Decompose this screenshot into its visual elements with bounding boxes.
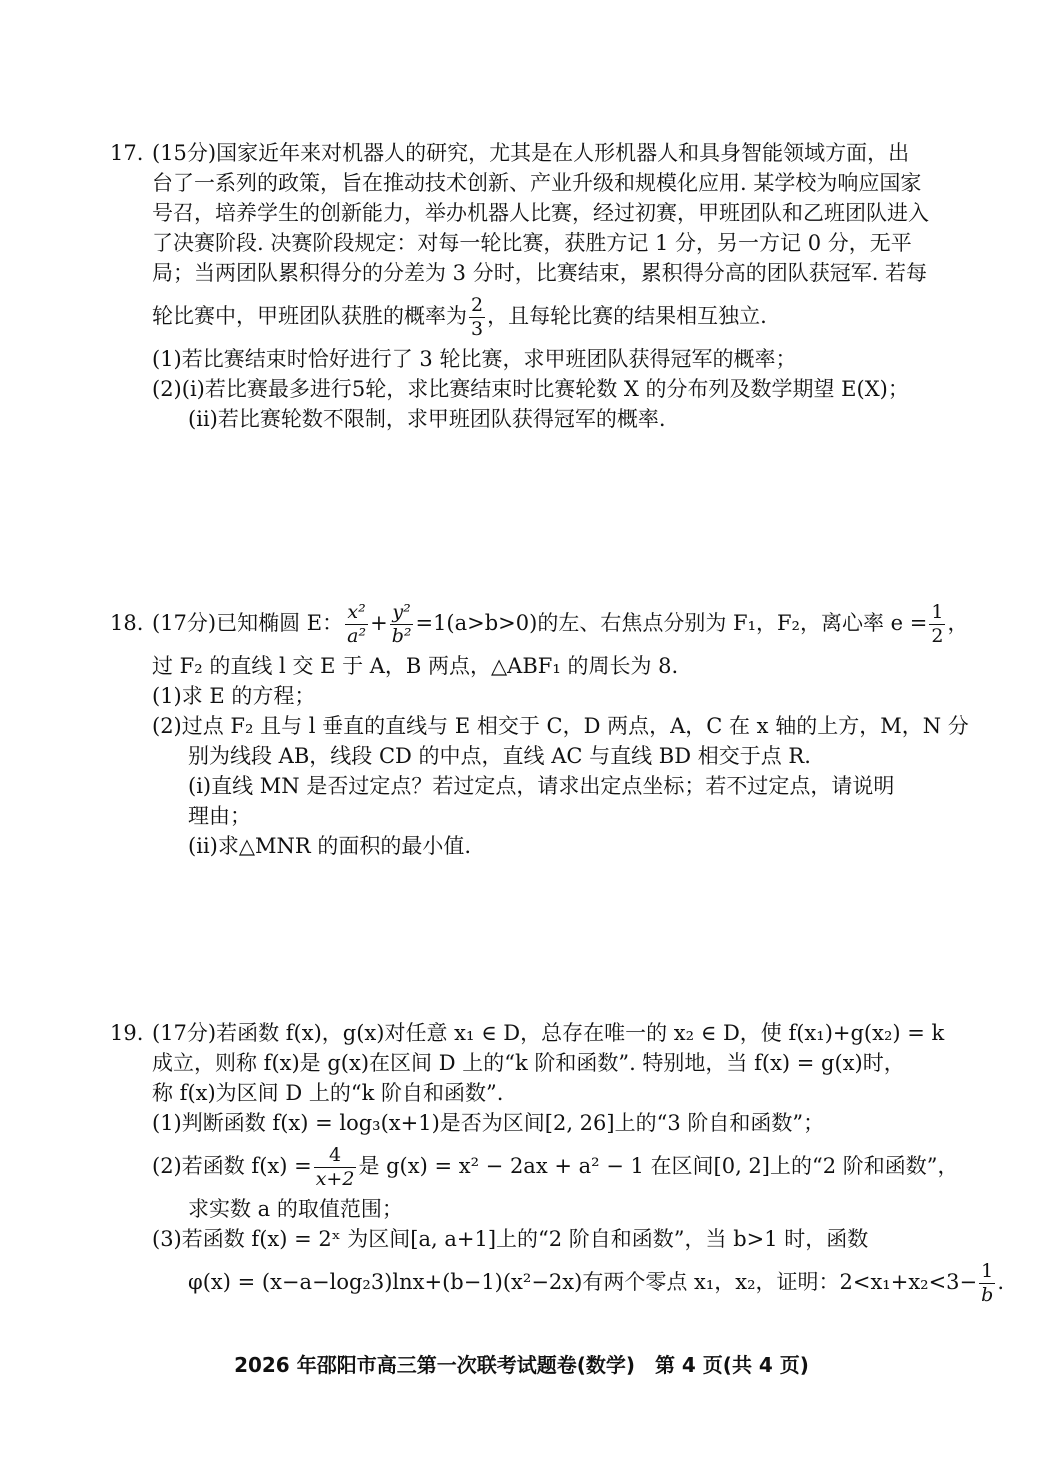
problem-17-line-1: 17. (15分)国家近年来对机器人的研究，尤其是在人形机器人和具身智能领域方面，出 [110, 138, 935, 168]
problem-19 [110, 1018, 1004, 1310]
bound-fraction: $\frac{1}{b}$ [981, 1260, 994, 1306]
problem-18-question-2-a: (2)过点 F₂ 且与 l 垂直的直线与 E 相交于 C，D 两点，A，C 在 x 轴的上方，M，N 分 [152, 714, 969, 738]
problem-18-question-1: (1)求 E 的方程； [152, 684, 316, 708]
problem-18-question-2ii: (ⅱ)求△MNR 的面积的最小值. [188, 834, 472, 858]
probability-fraction: $\frac{2}{3}$ [471, 294, 484, 340]
problem-18 [110, 595, 969, 861]
problem-18-question-2-b: 别为线段 AB，线段 CD 的中点，直线 AC 与直线 BD 相交于点 R. [188, 744, 811, 768]
problem-17-line-6: 轮比赛中，甲班团队获胜的概率为 $\frac{2}{3}$ ，且每轮比赛的结果相互独立. [152, 294, 767, 340]
problem-18-question-2i-a: (ⅰ)直线 MN 是否过定点？若过定点，请求出定点坐标；若不过定点，请说明 [188, 774, 895, 798]
problem-17-line-3: 号召，培养学生的创新能力，举办机器人比赛，经过初赛，甲班团队和乙班团队进入 [152, 201, 929, 225]
problem-19-question-1: (1)判断函数 f(x) = log₃(x+1)是否为区间[2, 26]上的“3 阶自和函数”； [152, 1111, 825, 1135]
problem-19-line-2: 成立，则称 f(x)是 g(x)在区间 D 上的“k 阶和函数”. 特别地，当 f(x) = g(x)时， [152, 1051, 905, 1075]
problem-18-number: 18. [110, 611, 144, 635]
problem-18-question-2i-b: 理由； [188, 804, 251, 828]
problem-18-line-1: 18. (17分)已知椭圆 E： $\frac{\text{x²}}{\text{a²}}$ + $\frac{\text{y²}}{\text{b²}}$ =1(a>b>0)的左、右焦点分别为 F₁，F₂，离心率 e = $\frac{1}{2}$ ， [110, 595, 935, 651]
problem-19-question-2-a: (2)若函数 f(x) = $\frac{4}{x+2}$ 是 g(x) = x² − 2ax + a² − 1 在区间[0, 2]上的“2 阶和函数”， [152, 1144, 959, 1190]
problem-17-question-2ii: (ⅱ)若比赛轮数不限制，求甲班团队获得冠军的概率. [188, 407, 666, 431]
problem-17-line-2: 台了一系列的政策，旨在推动技术创新、产业升级和规模化应用. 某学校为响应国家 [152, 171, 922, 195]
problem-17-line-4: 了决赛阶段. 决赛阶段规定：对每一轮比赛，获胜方记 1 分，另一方记 0 分，无平 [152, 231, 912, 255]
problem-19-number: 19. [110, 1021, 144, 1045]
problem-17-line-5: 局；当两团队累积得分的分差为 3 分时，比赛结束，累积得分高的团队获冠军. 若每 [152, 261, 928, 285]
eccentricity-fraction: $\frac{1}{2}$ [931, 601, 944, 647]
problem-17-question-2i: (2)(ⅰ)若比赛最多进行5轮，求比赛结束时比赛轮数 X 的分布列及数学期望 E(X)； [152, 377, 909, 401]
problem-19-question-2-b: 求实数 a 的取值范围； [188, 1197, 403, 1221]
problem-18-line-2: 过 F₂ 的直线 l 交 E 于 A，B 两点，△ABF₁ 的周长为 8. [152, 654, 679, 678]
problem-19-question-3-a: (3)若函数 f(x) = 2ˣ 为区间[a, a+1]上的“2 阶自和函数”，当 b>1 时，函数 [152, 1227, 869, 1251]
function-f-fraction: $\frac{4}{x+2}$ [315, 1144, 355, 1190]
ellipse-x-term: $\frac{\text{x²}}{\text{a²}}$ [347, 601, 367, 647]
problem-17-number: 17. [110, 141, 144, 165]
problem-17-question-1: (1)若比赛结束时恰好进行了 3 轮比赛，求甲班团队获得冠军的概率； [152, 347, 797, 371]
problem-19-line-3: 称 f(x)为区间 D 上的“k 阶自和函数”. [152, 1081, 504, 1105]
problem-19-line-1: 19. (17分)若函数 f(x)，g(x)对任意 x₁ ∈ D，总存在唯一的 x₂ ∈ D，使 f(x₁)+g(x₂) = k [110, 1018, 935, 1048]
ellipse-y-term: $\frac{\text{y²}}{\text{b²}}$ [391, 601, 412, 647]
problem-17 [110, 138, 935, 434]
problem-19-question-3-b: φ(x) = (x−a−log₂3)lnx+(b−1)(x²−2x)有两个零点 x₁，x₂，证明：2<x₁+x₂<3− $\frac{1}{b}$ . [188, 1260, 1004, 1306]
page-footer: 2026 年邵阳市高三第一次联考试题卷(数学) 第 4 页(共 4 页) [234, 1353, 809, 1377]
